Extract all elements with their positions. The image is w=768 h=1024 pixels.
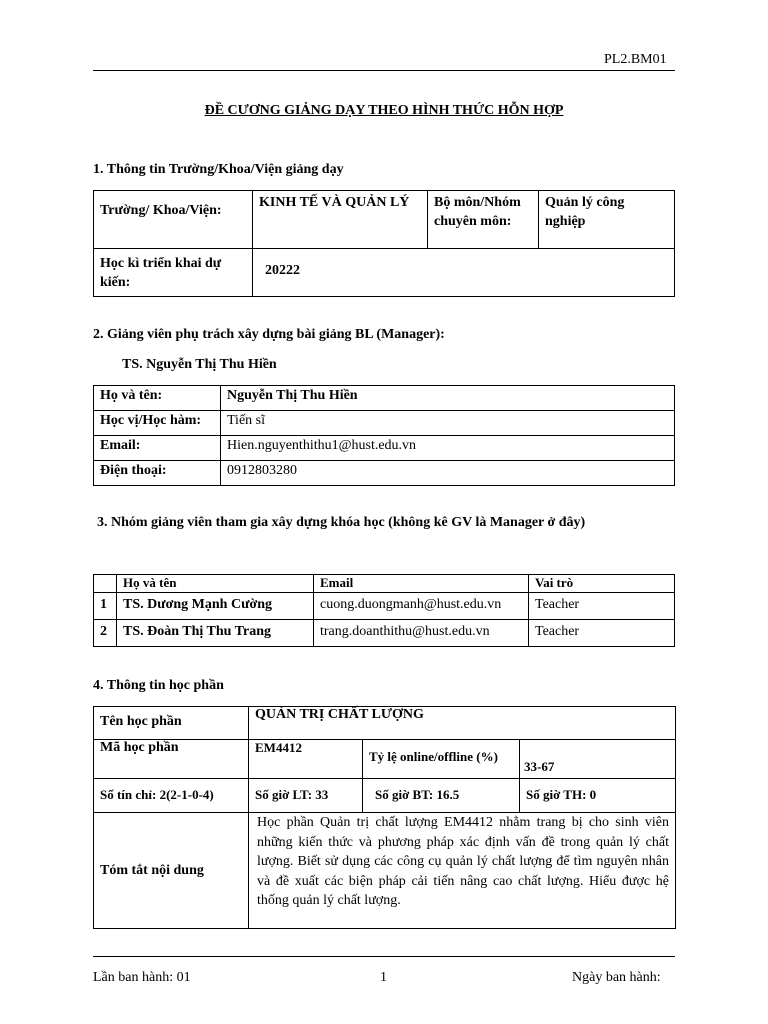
summary-text: Học phần Quản trị chất lượng EM4412 nhằm trang bị cho sinh viên những kiến thức và phương pháp xác định vấn đề trong quản lý chất lượng. Biết sử dụng các công cụ quản lý chất lượng để tìm nguyên nhân và đề xuất các biện pháp cải tiến nâng cao chất lượng. Hiểu được hệ thống quản lý chất lượng. bbox=[249, 813, 676, 929]
manager-label: Email: bbox=[94, 436, 221, 461]
section-1-heading: 1. Thông tin Trường/Khoa/Viện giảng dạy bbox=[93, 162, 344, 177]
department-value: Quản lý công nghiệp bbox=[539, 191, 675, 249]
document-title: ĐỀ CƯƠNG GIẢNG DẠY THEO HÌNH THỨC HỖN HỢP bbox=[204, 103, 564, 118]
school-value: KINH TẾ VÀ QUẢN LÝ bbox=[253, 191, 428, 249]
term-value: 20222 bbox=[253, 249, 675, 297]
manager-value: Hien.nguyenthithu1@hust.edu.vn bbox=[221, 436, 675, 461]
footer-date-label: Ngày ban hành: bbox=[572, 970, 661, 985]
summary-label: Tóm tắt nội dung bbox=[94, 813, 249, 929]
team-row-name: TS. Dương Mạnh Cường bbox=[117, 593, 314, 620]
team-row-name: TS. Đoàn Thị Thu Trang bbox=[117, 620, 314, 647]
team-table bbox=[93, 574, 675, 647]
team-header-no bbox=[94, 575, 117, 593]
section-4-heading: 4. Thông tin học phần bbox=[93, 678, 224, 693]
course-code-label: Mã học phần bbox=[94, 740, 249, 779]
course-info-table bbox=[93, 706, 676, 929]
school-info-table bbox=[93, 190, 675, 297]
footer-page-number: 1 bbox=[380, 970, 387, 985]
table-row bbox=[94, 593, 675, 620]
manager-value: Tiến sĩ bbox=[221, 411, 675, 436]
section-3-heading: 3. Nhóm giảng viên tham gia xây dựng khóa học (không kê GV là Manager ở đây) bbox=[97, 515, 586, 530]
manager-label: Học vị/Học hàm: bbox=[94, 411, 221, 436]
th-hours: Số giờ TH: 0 bbox=[520, 779, 676, 813]
manager-label: Họ và tên: bbox=[94, 386, 221, 411]
team-row-role: Teacher bbox=[529, 620, 675, 647]
manager-name: TS. Nguyễn Thị Thu Hiền bbox=[122, 357, 277, 372]
ratio-value: 33-67 bbox=[520, 740, 676, 779]
course-name-value: QUẢN TRỊ CHẤT LƯỢNG bbox=[249, 707, 676, 740]
header-rule bbox=[93, 70, 675, 71]
manager-value: 0912803280 bbox=[221, 461, 675, 486]
course-code-value: EM4412 bbox=[249, 740, 363, 779]
team-header-role: Vai trò bbox=[529, 575, 675, 593]
term-label: Học kì triển khai dự kiến: bbox=[94, 249, 253, 297]
footer-edition: Lần ban hành: 01 bbox=[93, 970, 191, 985]
table-row bbox=[94, 620, 675, 647]
manager-label: Điện thoại: bbox=[94, 461, 221, 486]
team-header-email: Email bbox=[314, 575, 529, 593]
ratio-label: Tỷ lệ online/offline (%) bbox=[363, 740, 520, 779]
department-label: Bộ môn/Nhóm chuyên môn: bbox=[428, 191, 539, 249]
document-code: PL2.BM01 bbox=[604, 52, 667, 67]
manager-value: Nguyễn Thị Thu Hiền bbox=[221, 386, 675, 411]
section-2-heading: 2. Giảng viên phụ trách xây dựng bài giảng BL (Manager): bbox=[93, 327, 445, 342]
footer-rule bbox=[93, 956, 675, 957]
credits: Số tín chỉ: 2(2-1-0-4) bbox=[94, 779, 249, 813]
team-row-role: Teacher bbox=[529, 593, 675, 620]
manager-table bbox=[93, 385, 675, 486]
team-header-name: Họ và tên bbox=[117, 575, 314, 593]
bt-hours: Số giờ BT: 16.5 bbox=[363, 779, 520, 813]
course-name-label: Tên học phần bbox=[94, 707, 249, 740]
team-row-no: 1 bbox=[94, 593, 117, 620]
school-label: Trường/ Khoa/Viện: bbox=[94, 191, 253, 249]
lt-hours: Số giờ LT: 33 bbox=[249, 779, 363, 813]
team-row-email: cuong.duongmanh@hust.edu.vn bbox=[314, 593, 529, 620]
team-row-email: trang.doanthithu@hust.edu.vn bbox=[314, 620, 529, 647]
team-row-no: 2 bbox=[94, 620, 117, 647]
